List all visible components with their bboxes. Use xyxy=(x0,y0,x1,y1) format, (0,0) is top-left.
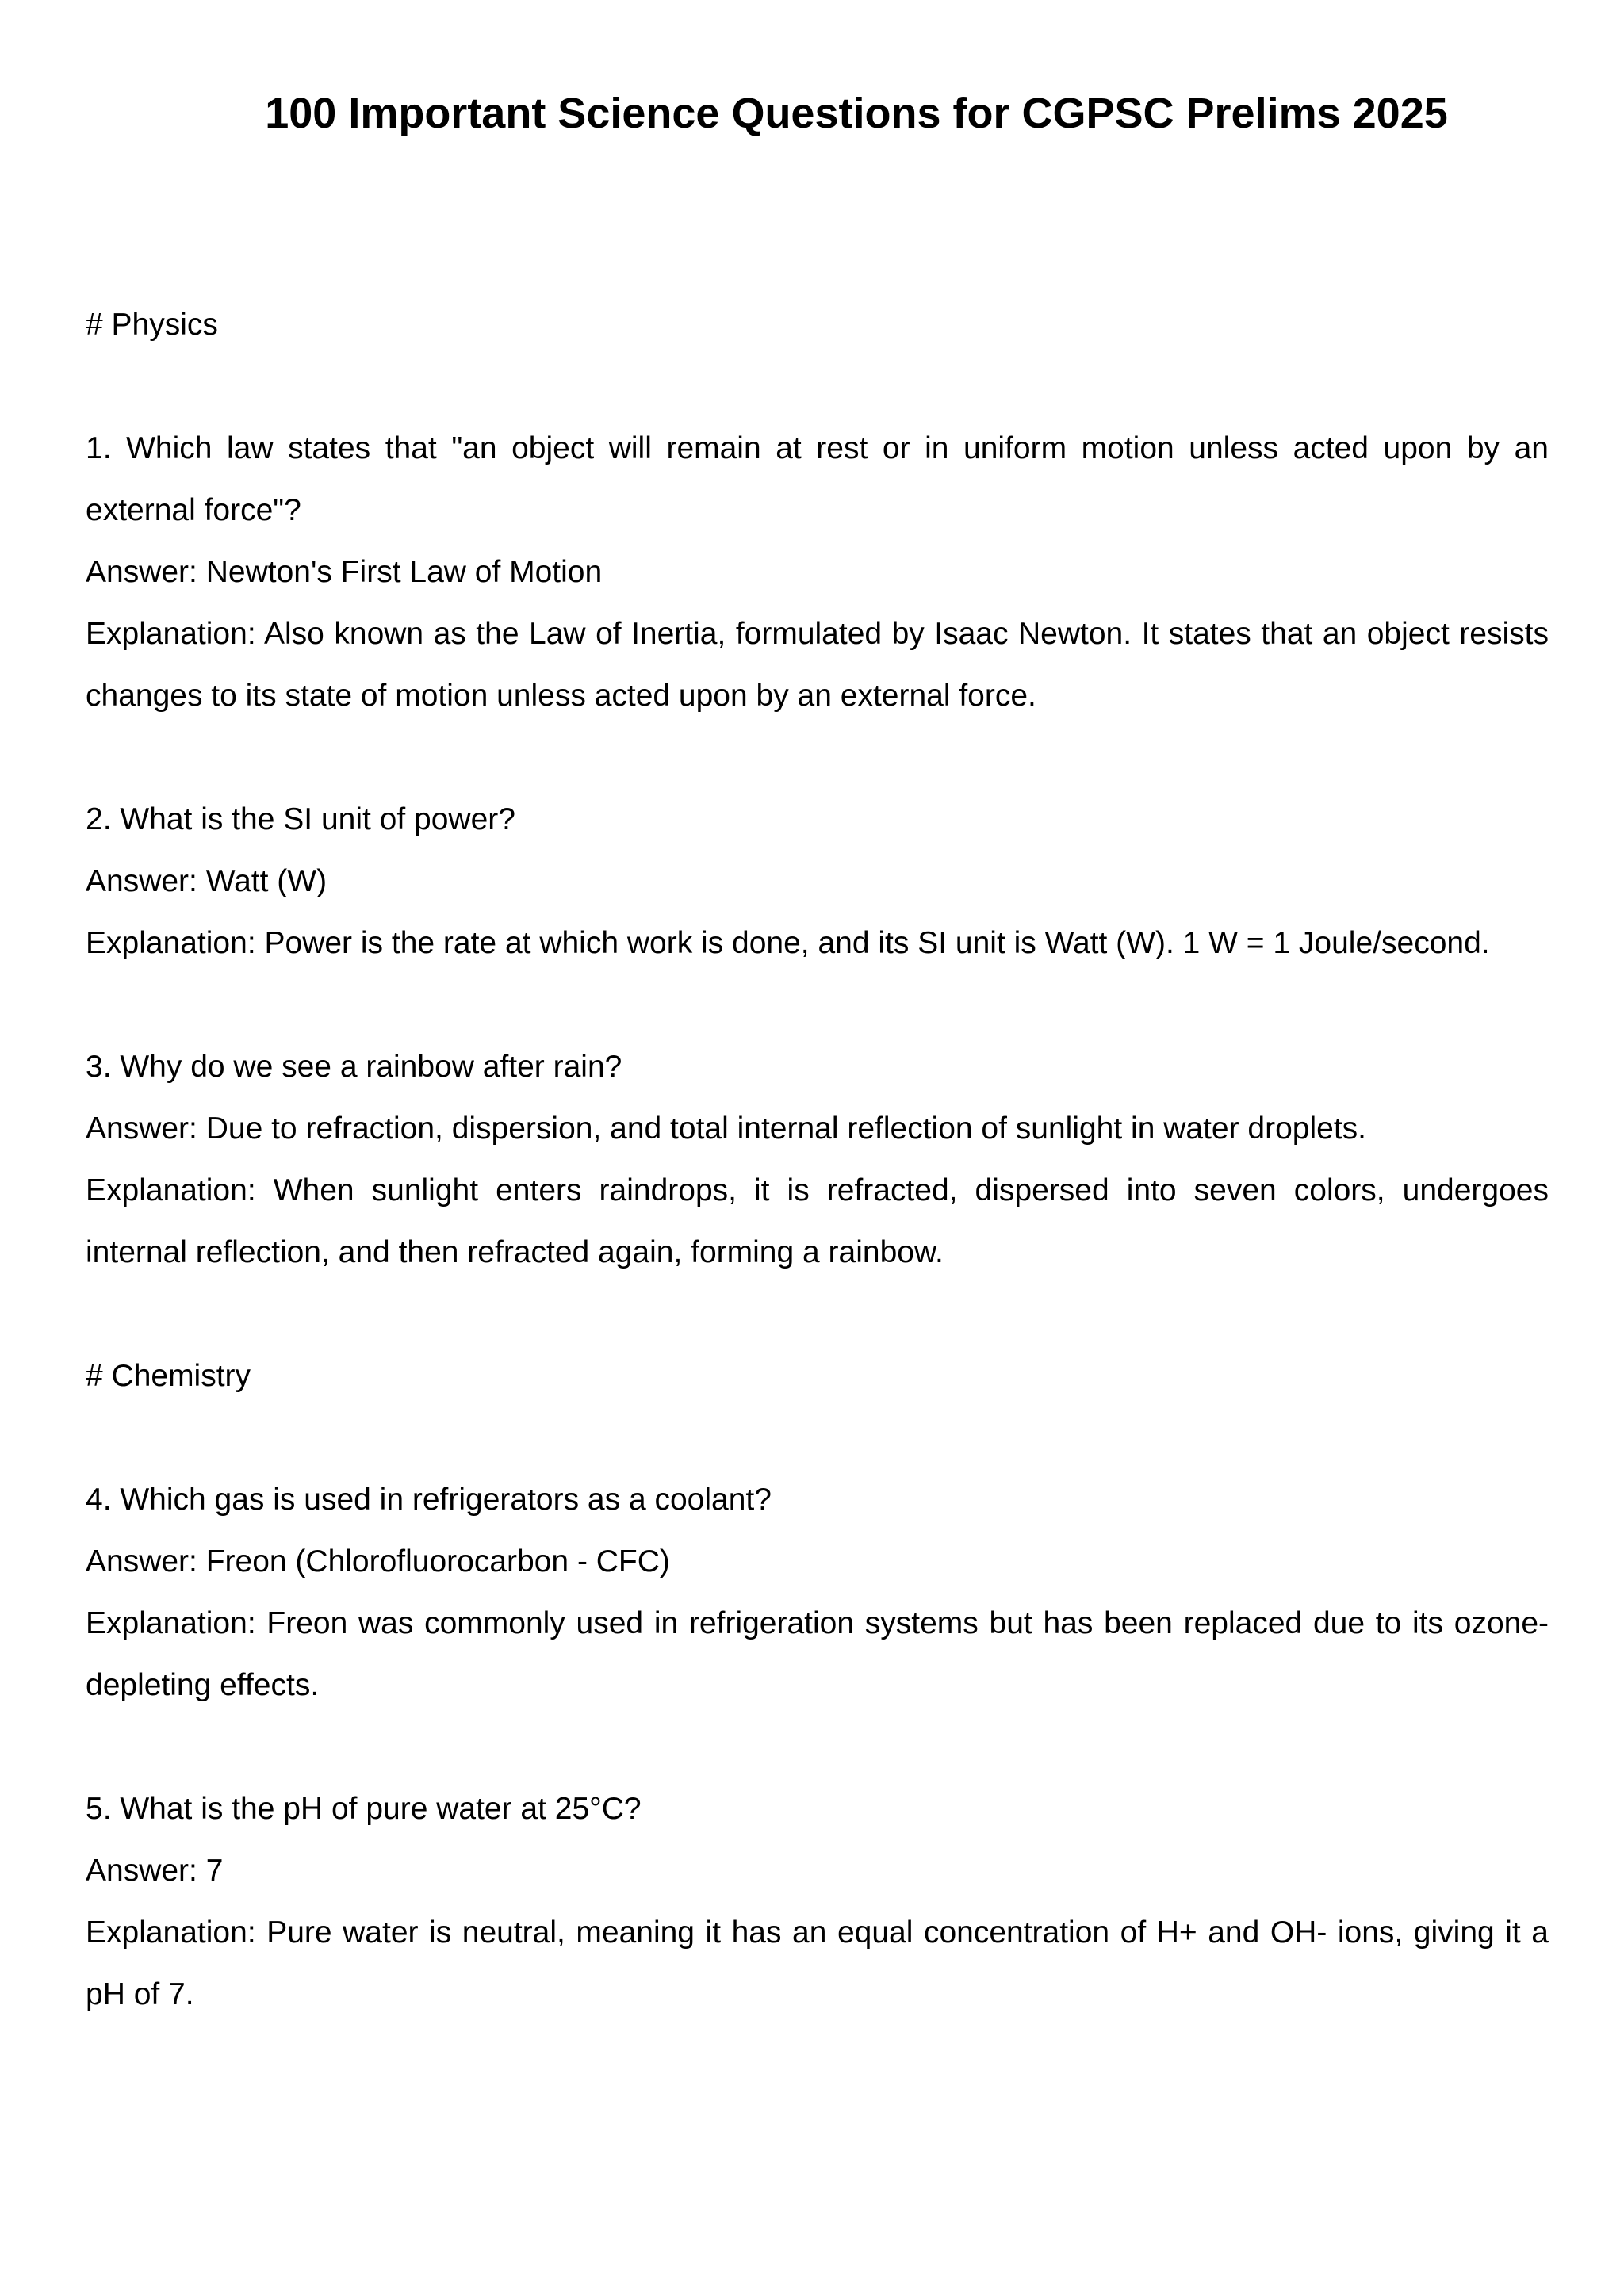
question-block-2 xyxy=(86,789,1549,974)
section-heading-chemistry: # Chemistry xyxy=(86,1359,251,1393)
answer-text: Answer: 7 xyxy=(86,1854,224,1888)
question-block-4 xyxy=(86,1469,1549,1716)
question-block-3 xyxy=(86,1036,1549,1284)
section-heading-physics: # Physics xyxy=(86,308,218,342)
answer-text: Answer: Freon (Chlorofluorocarbon - CFC) xyxy=(86,1544,670,1578)
question-text: 5. What is the pH of pure water at 25°C? xyxy=(86,1792,642,1826)
explanation-text: Explanation: When sunlight enters raindrops, it is refracted, dispersed into seven colors, undergoes internal reflection, and then refracted again, forming a rainbow. xyxy=(86,1173,1549,1269)
answer-text: Answer: Newton's First Law of Motion xyxy=(86,555,603,589)
question-text: 1. Which law states that "an object will remain at rest or in uniform motion unless acted upon by an external force"? xyxy=(86,431,1549,527)
question-block-1 xyxy=(86,418,1549,727)
explanation-text: Explanation: Pure water is neutral, meaning it has an equal concentration of H+ and OH- ions, giving it a pH of 7. xyxy=(86,1915,1549,2011)
question-text: 2. What is the SI unit of power? xyxy=(86,802,515,836)
question-text: 3. Why do we see a rainbow after rain? xyxy=(86,1050,622,1084)
document-body xyxy=(86,294,1549,2026)
explanation-text: Explanation: Power is the rate at which work is done, and its SI unit is Watt (W). 1 W = 1 Joule/second. xyxy=(86,926,1490,960)
explanation-text: Explanation: Also known as the Law of Inertia, formulated by Isaac Newton. It states that an object resists changes to its state of motion unless acted upon by an external force. xyxy=(86,617,1549,713)
question-text: 4. Which gas is used in refrigerators as a coolant? xyxy=(86,1483,772,1517)
answer-text: Answer: Due to refraction, dispersion, and total internal reflection of sunlight in water droplets. xyxy=(86,1112,1367,1146)
explanation-text: Explanation: Freon was commonly used in refrigeration systems but has been replaced due to its ozone-depleting effects. xyxy=(86,1606,1549,1702)
question-block-5 xyxy=(86,1778,1549,2026)
page-title: 100 Important Science Questions for CGPSC Prelims 2025 xyxy=(265,90,1448,137)
answer-text: Answer: Watt (W) xyxy=(86,864,327,898)
